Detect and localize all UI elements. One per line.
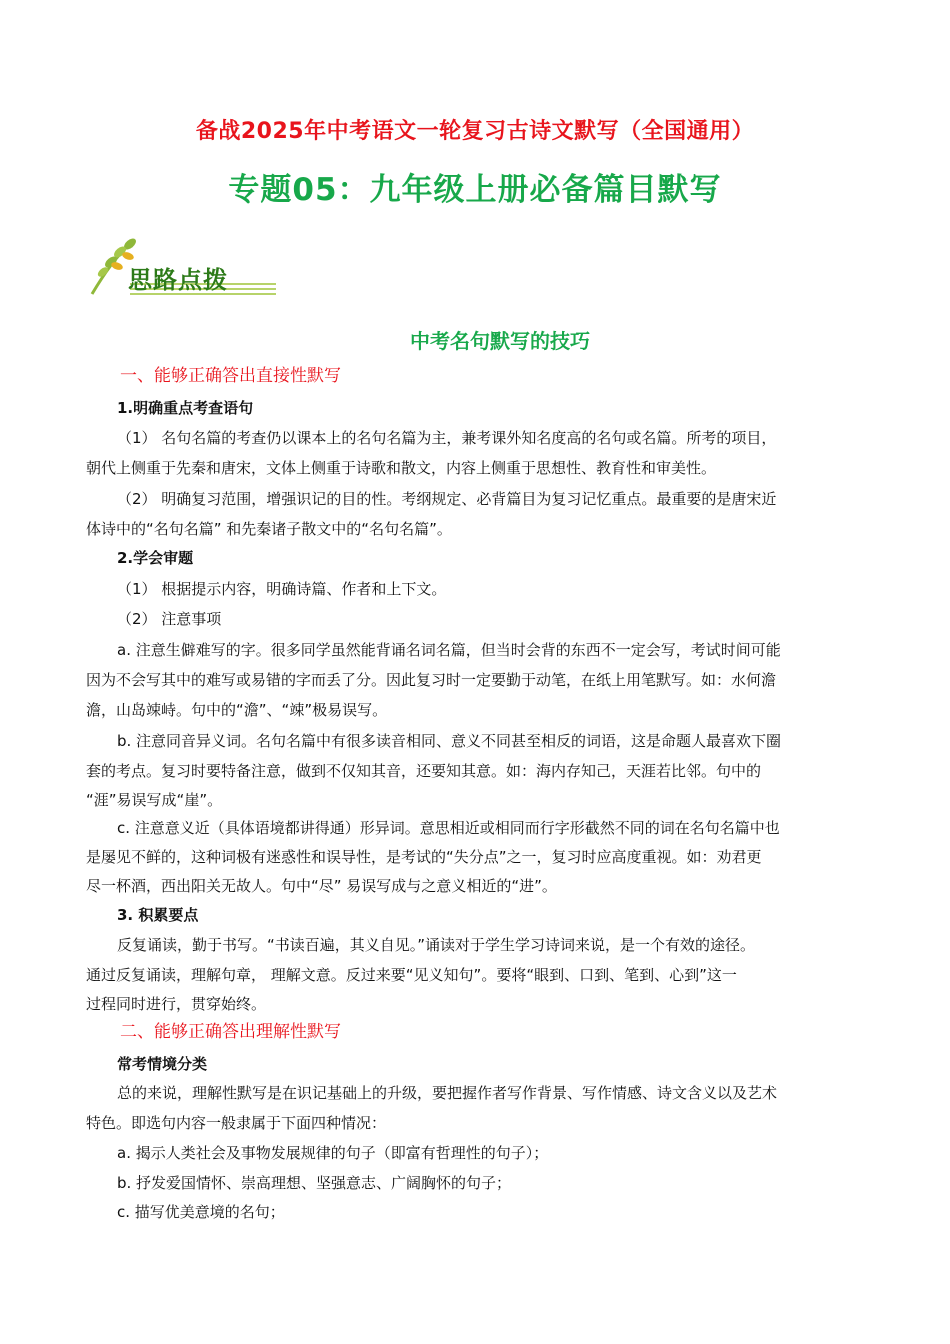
list-item: a. 揭示人类社会及事物发展规律的句子（即富有哲理性的句子）； [117,1144,549,1162]
paragraph-line: a. 注意生僻难写的字。很多同学虽然能背诵名词名篇，但当时会背的东西不一定会写，考试时间可能 [117,641,781,659]
subheading: 2.学会审题 [117,549,194,567]
section-badge [86,234,282,302]
paragraph-line: 套的考点。复习时要特备注意，做到不仅知其音，还要知其意。如：海内存知己，天涯若比邻。句中的 [86,762,762,780]
paragraph-line: 总的来说，理解性默写是在识记基础上的升级，要把握作者写作背景、写作情感、诗文含义以及艺术 [117,1084,778,1102]
subheading: 3. 积累要点 [117,906,199,924]
paragraph-line: c. 注意意义近（具体语境都讲得通）形异词。意思相近或相同而行字形截然不同的词在名句名篇中也 [117,819,780,837]
paragraph-line: “涯”易误写成“崖”。 [86,791,223,809]
paragraph-line: 体诗中的“名句名篇” 和先秦诸子散文中的“名句名篇”。 [86,520,452,538]
paragraph-line: 尽一杯酒，西出阳关无故人。句中“尽” 易误写成与之意义相近的“进”。 [86,877,557,895]
document-title: 备战2025年中考语文一轮复习古诗文默写（全国通用） [195,119,755,144]
paragraph-line: 反复诵读，勤于书写。“书读百遍，其义自见。”诵读对于学生学习诗词来说，是一个有效的途径。 [117,936,756,954]
document-subtitle: 专题05：九年级上册必备篇目默写 [228,172,722,208]
paragraph-line: （2） 注意事项 [117,610,222,628]
section-heading: 二、能够正确答出理解性默写 [120,1022,341,1042]
paragraph-line: 通过反复诵读，理解句章， 理解文意。反过来要“见义知句”。要将“眼到、口到、笔到、心到”这一 [86,966,737,984]
section-title: 中考名句默写的技巧 [410,329,590,353]
subheading: 1.明确重点考查语句 [117,399,254,417]
badge-label: 思路点拨 [128,266,228,294]
list-item: c. 描写优美意境的名句； [117,1203,285,1221]
paragraph-line: （2） 明确复习范围，增强识记的目的性。考纲规定、必背篇目为复习记忆重点。最重要的是唐宋近 [117,490,777,508]
paragraph-line: 因为不会写其中的难写或易错的字而丢了分。因此复习时一定要勤于动笔，在纸上用笔默写。如：水何澹 [86,671,777,689]
paragraph-line: （1） 根据提示内容，明确诗篇、作者和上下文。 [117,580,447,598]
list-item: b. 抒发爱国情怀、崇高理想、坚强意志、广阔胸怀的句子； [117,1174,512,1192]
subheading: 常考情境分类 [117,1055,208,1073]
paragraph-line: 朝代上侧重于先秦和唐宋，文体上侧重于诗歌和散文，内容上侧重于思想性、教育性和审美性。 [86,459,717,477]
paragraph-line: 澹，山岛竦峙。句中的“澹”、“竦”极易误写。 [86,701,388,719]
paragraph-line: 特色。即选句内容一般隶属于下面四种情况： [86,1114,387,1132]
paragraph-line: （1） 名句名篇的考查仍以课本上的名句名篇为主，兼考课外知名度高的名句或名篇。所考的项目， [117,429,777,447]
section-heading: 一、能够正确答出直接性默写 [120,366,341,386]
paragraph-line: 过程同时进行，贯穿始终。 [86,995,267,1013]
paragraph-line: b. 注意同音异义词。名句名篇中有很多读音相同、意义不同甚至相反的词语，这是命题人最喜欢下圈 [117,732,782,750]
paragraph-line: 是屡见不鲜的，这种词极有迷惑性和误导性，是考试的“失分点”之一，复习时应高度重视。如：劝君更 [86,848,762,866]
